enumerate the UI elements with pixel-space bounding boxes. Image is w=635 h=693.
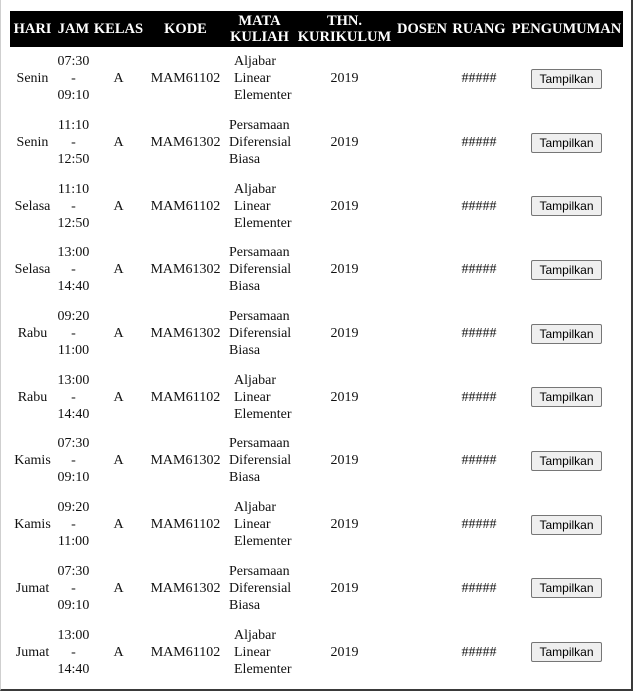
cell-jam bbox=[55, 365, 92, 429]
cell-dosen bbox=[396, 302, 448, 366]
mata-kuliah-line1: Persamaan bbox=[229, 563, 290, 579]
cell-pengumuman bbox=[510, 493, 623, 557]
cell-pengumuman bbox=[510, 557, 623, 621]
cell-thn-kurikulum: 2019 bbox=[330, 262, 359, 278]
table-row bbox=[10, 620, 623, 684]
cell-mata-kuliah bbox=[226, 302, 293, 366]
mata-kuliah-line3: Biasa bbox=[229, 597, 261, 613]
jam-separator: - bbox=[71, 644, 76, 660]
cell-hari: Kamis bbox=[14, 517, 51, 533]
tampilkan-button[interactable]: Tampilkan bbox=[531, 69, 601, 89]
cell-jam bbox=[55, 238, 92, 302]
cell-ruang: ##### bbox=[461, 453, 497, 469]
cell-kelas: A bbox=[113, 71, 124, 87]
jam-start: 13:00 bbox=[57, 245, 90, 261]
mata-kuliah-line1: Aljabar bbox=[234, 181, 276, 197]
mata-kuliah-line1: Aljabar bbox=[234, 372, 276, 388]
cell-hari: Senin bbox=[16, 135, 49, 151]
cell-kelas: A bbox=[113, 198, 124, 214]
cell-dosen bbox=[396, 557, 448, 621]
tampilkan-button[interactable]: Tampilkan bbox=[531, 324, 601, 344]
table-row bbox=[10, 429, 623, 493]
table-row bbox=[10, 111, 623, 175]
cell-dosen bbox=[396, 620, 448, 684]
mata-kuliah-line1: Persamaan bbox=[229, 309, 290, 325]
cell-dosen bbox=[396, 365, 448, 429]
jam-start: 11:10 bbox=[57, 181, 90, 197]
mata-kuliah-line1: Persamaan bbox=[229, 118, 290, 134]
tampilkan-button[interactable]: Tampilkan bbox=[531, 642, 601, 662]
cell-mata-kuliah bbox=[226, 111, 293, 175]
mata-kuliah-line2: Linear bbox=[234, 389, 271, 405]
jam-separator: - bbox=[71, 453, 76, 469]
cell-hari: Kamis bbox=[14, 453, 51, 469]
header-hari: HARI bbox=[10, 11, 55, 47]
cell-jam bbox=[55, 620, 92, 684]
cell-hari: Jumat bbox=[15, 580, 50, 596]
mata-kuliah-line3: Biasa bbox=[229, 343, 261, 359]
cell-ruang: ##### bbox=[461, 262, 497, 278]
table-row bbox=[10, 302, 623, 366]
jam-start: 09:20 bbox=[57, 500, 90, 516]
cell-kelas: A bbox=[113, 517, 124, 533]
cell-pengumuman bbox=[510, 111, 623, 175]
tampilkan-button[interactable]: Tampilkan bbox=[531, 387, 601, 407]
cell-hari: Rabu bbox=[17, 326, 48, 342]
cell-kode: MAM61102 bbox=[150, 198, 221, 214]
cell-thn-kurikulum: 2019 bbox=[330, 644, 359, 660]
mata-kuliah-line3: Elementer bbox=[234, 88, 292, 104]
cell-ruang: ##### bbox=[461, 135, 497, 151]
mata-kuliah-line2: Diferensial bbox=[229, 262, 292, 278]
cell-pengumuman bbox=[510, 47, 623, 111]
cell-thn-kurikulum: 2019 bbox=[330, 580, 359, 596]
table-row bbox=[10, 365, 623, 429]
jam-separator: - bbox=[71, 198, 76, 214]
jam-end: 11:00 bbox=[57, 534, 90, 550]
jam-separator: - bbox=[71, 580, 76, 596]
cell-hari: Senin bbox=[16, 71, 49, 87]
cell-kode: MAM61302 bbox=[150, 262, 221, 278]
header-mata-kuliah bbox=[226, 11, 293, 47]
table-row bbox=[10, 174, 623, 238]
jam-start: 13:00 bbox=[57, 627, 90, 643]
cell-pengumuman bbox=[510, 238, 623, 302]
cell-jam bbox=[55, 47, 92, 111]
cell-kode: MAM61302 bbox=[150, 580, 221, 596]
header-mata-kuliah-line2: KULIAH bbox=[230, 29, 289, 45]
cell-thn-kurikulum: 2019 bbox=[330, 71, 359, 87]
cell-thn-kurikulum: 2019 bbox=[330, 389, 359, 405]
tampilkan-button[interactable]: Tampilkan bbox=[531, 515, 601, 535]
cell-kode: MAM61302 bbox=[150, 453, 221, 469]
mata-kuliah-line1: Persamaan bbox=[229, 245, 290, 261]
jam-start: 13:00 bbox=[57, 372, 90, 388]
cell-kode: MAM61102 bbox=[150, 517, 221, 533]
header-ruang: RUANG bbox=[448, 11, 510, 47]
cell-thn-kurikulum: 2019 bbox=[330, 517, 359, 533]
mata-kuliah-line1: Aljabar bbox=[234, 627, 276, 643]
jam-end: 14:40 bbox=[57, 661, 90, 677]
jam-end: 09:10 bbox=[57, 470, 90, 486]
cell-kode: MAM61302 bbox=[150, 135, 221, 151]
table-row bbox=[10, 493, 623, 557]
cell-pengumuman bbox=[510, 429, 623, 493]
cell-hari: Selasa bbox=[14, 198, 51, 214]
cell-thn-kurikulum: 2019 bbox=[330, 453, 359, 469]
mata-kuliah-line2: Diferensial bbox=[229, 326, 292, 342]
cell-ruang: ##### bbox=[461, 71, 497, 87]
mata-kuliah-line3: Elementer bbox=[234, 215, 292, 231]
cell-kelas: A bbox=[113, 262, 124, 278]
jam-end: 09:10 bbox=[57, 597, 90, 613]
cell-mata-kuliah bbox=[226, 620, 293, 684]
mata-kuliah-line2: Linear bbox=[234, 517, 271, 533]
jam-end: 09:10 bbox=[57, 88, 90, 104]
cell-kelas: A bbox=[113, 135, 124, 151]
cell-hari: Jumat bbox=[15, 644, 50, 660]
cell-mata-kuliah bbox=[226, 174, 293, 238]
tampilkan-button[interactable]: Tampilkan bbox=[531, 196, 601, 216]
jam-separator: - bbox=[71, 326, 76, 342]
header-dosen: DOSEN bbox=[396, 11, 448, 47]
jam-separator: - bbox=[71, 517, 76, 533]
cell-mata-kuliah bbox=[226, 365, 293, 429]
jam-start: 11:10 bbox=[57, 118, 90, 134]
cell-ruang: ##### bbox=[461, 580, 497, 596]
mata-kuliah-line3: Biasa bbox=[229, 279, 261, 295]
cell-kode: MAM61102 bbox=[150, 644, 221, 660]
mata-kuliah-line2: Linear bbox=[234, 644, 271, 660]
mata-kuliah-line2: Diferensial bbox=[229, 580, 292, 596]
mata-kuliah-line3: Elementer bbox=[234, 661, 292, 677]
header-thn-line1: THN. bbox=[326, 13, 363, 29]
cell-dosen bbox=[396, 174, 448, 238]
tampilkan-button[interactable]: Tampilkan bbox=[531, 451, 601, 471]
table-header-row bbox=[10, 11, 623, 47]
cell-mata-kuliah bbox=[226, 429, 293, 493]
cell-thn-kurikulum: 2019 bbox=[330, 198, 359, 214]
cell-kode: MAM61102 bbox=[150, 389, 221, 405]
header-mata-kuliah-line1: MATA bbox=[238, 13, 281, 29]
cell-ruang: ##### bbox=[461, 644, 497, 660]
cell-kelas: A bbox=[113, 580, 124, 596]
jam-end: 14:40 bbox=[57, 279, 90, 295]
cell-pengumuman bbox=[510, 174, 623, 238]
mata-kuliah-line2: Diferensial bbox=[229, 453, 292, 469]
tampilkan-button[interactable]: Tampilkan bbox=[531, 260, 601, 280]
cell-mata-kuliah bbox=[226, 493, 293, 557]
cell-dosen bbox=[396, 47, 448, 111]
jam-separator: - bbox=[71, 71, 76, 87]
cell-jam bbox=[55, 429, 92, 493]
mata-kuliah-line3: Biasa bbox=[229, 152, 261, 168]
header-kode: KODE bbox=[145, 11, 226, 47]
cell-jam bbox=[55, 493, 92, 557]
mata-kuliah-line2: Diferensial bbox=[229, 135, 292, 151]
jam-start: 09:20 bbox=[57, 309, 90, 325]
table-row bbox=[10, 238, 623, 302]
cell-pengumuman bbox=[510, 365, 623, 429]
cell-kode: MAM61302 bbox=[150, 326, 221, 342]
jam-end: 12:50 bbox=[57, 152, 90, 168]
header-jam: JAM bbox=[55, 11, 92, 47]
header-kelas: KELAS bbox=[92, 11, 145, 47]
cell-jam bbox=[55, 111, 92, 175]
table-row bbox=[10, 47, 623, 111]
jam-separator: - bbox=[71, 389, 76, 405]
jam-separator: - bbox=[71, 262, 76, 278]
schedule-table bbox=[10, 11, 623, 684]
cell-dosen bbox=[396, 111, 448, 175]
cell-dosen bbox=[396, 429, 448, 493]
mata-kuliah-line2: Linear bbox=[234, 71, 271, 87]
cell-jam bbox=[55, 302, 92, 366]
cell-thn-kurikulum: 2019 bbox=[330, 135, 359, 151]
header-pengumuman: PENGUMUMAN bbox=[510, 11, 623, 47]
cell-jam bbox=[55, 174, 92, 238]
jam-end: 11:00 bbox=[57, 343, 90, 359]
mata-kuliah-line1: Persamaan bbox=[229, 436, 290, 452]
mata-kuliah-line3: Biasa bbox=[229, 470, 261, 486]
cell-kelas: A bbox=[113, 644, 124, 660]
mata-kuliah-line1: Aljabar bbox=[234, 500, 276, 516]
mata-kuliah-line3: Elementer bbox=[234, 534, 292, 550]
cell-kode: MAM61102 bbox=[150, 71, 221, 87]
cell-kelas: A bbox=[113, 326, 124, 342]
jam-end: 12:50 bbox=[57, 215, 90, 231]
tampilkan-button[interactable]: Tampilkan bbox=[531, 133, 601, 153]
cell-mata-kuliah bbox=[226, 238, 293, 302]
mata-kuliah-line3: Elementer bbox=[234, 406, 292, 422]
header-thn-kurikulum bbox=[293, 11, 396, 47]
cell-ruang: ##### bbox=[461, 198, 497, 214]
cell-dosen bbox=[396, 493, 448, 557]
cell-hari: Rabu bbox=[17, 389, 48, 405]
jam-start: 07:30 bbox=[57, 54, 90, 70]
cell-ruang: ##### bbox=[461, 517, 497, 533]
cell-jam bbox=[55, 557, 92, 621]
mata-kuliah-line1: Aljabar bbox=[234, 54, 276, 70]
cell-ruang: ##### bbox=[461, 326, 497, 342]
jam-start: 07:30 bbox=[57, 436, 90, 452]
header-thn-line2: KURIKULUM bbox=[297, 29, 392, 45]
jam-start: 07:30 bbox=[57, 563, 90, 579]
mata-kuliah-line2: Linear bbox=[234, 198, 271, 214]
cell-pengumuman bbox=[510, 302, 623, 366]
cell-mata-kuliah bbox=[226, 47, 293, 111]
tampilkan-button[interactable]: Tampilkan bbox=[531, 578, 601, 598]
cell-kelas: A bbox=[113, 453, 124, 469]
cell-hari: Selasa bbox=[14, 262, 51, 278]
table-row bbox=[10, 557, 623, 621]
cell-thn-kurikulum: 2019 bbox=[330, 326, 359, 342]
jam-end: 14:40 bbox=[57, 406, 90, 422]
cell-dosen bbox=[396, 238, 448, 302]
cell-ruang: ##### bbox=[461, 389, 497, 405]
cell-pengumuman bbox=[510, 620, 623, 684]
cell-mata-kuliah bbox=[226, 557, 293, 621]
cell-kelas: A bbox=[113, 389, 124, 405]
jam-separator: - bbox=[71, 135, 76, 151]
